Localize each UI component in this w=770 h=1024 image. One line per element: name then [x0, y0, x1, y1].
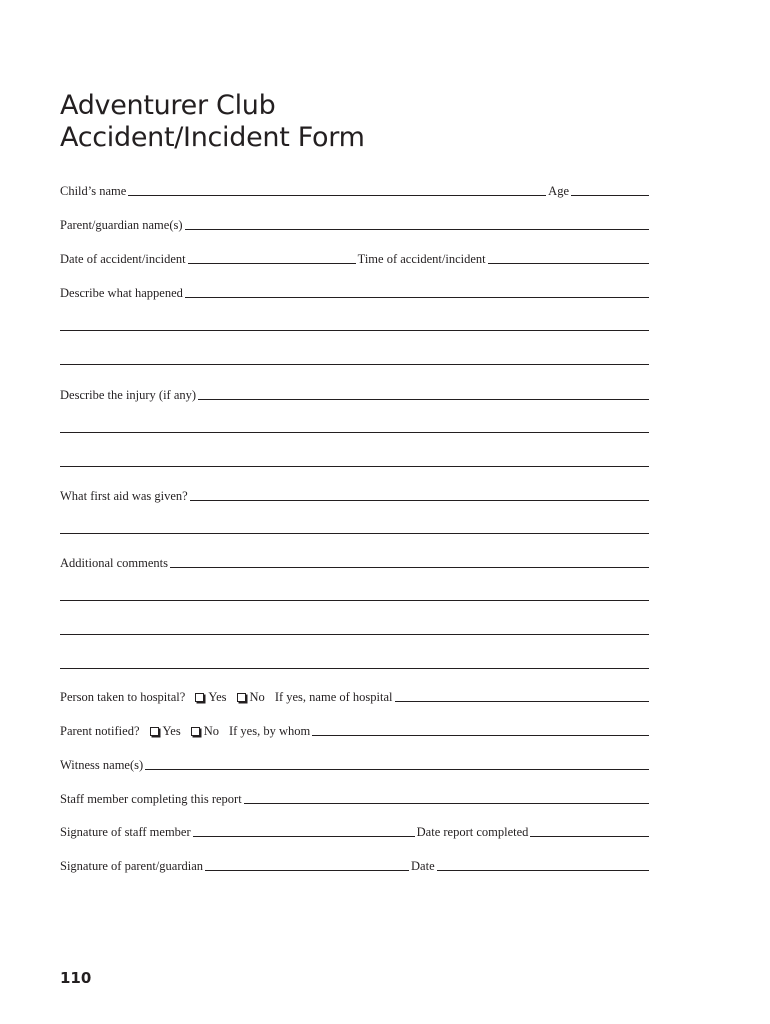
hospital-yes-label: Yes [208, 690, 227, 704]
witness-field[interactable] [145, 769, 649, 770]
age-label: Age [548, 184, 569, 198]
notified-no-checkbox[interactable] [191, 727, 200, 736]
witness-label: Witness name(s) [60, 758, 144, 772]
notified-by-field[interactable] [312, 735, 649, 736]
describe-injury-field[interactable] [198, 399, 649, 400]
child-name-row [60, 180, 649, 198]
additional-comments-line-3[interactable] [60, 634, 649, 635]
parent-signature-row [60, 855, 649, 873]
staff-signature-label: Signature of staff member [60, 825, 191, 839]
hospital-name-label: If yes, name of hospital [274, 690, 393, 704]
form-title [60, 90, 365, 154]
date-completed-label: Date report completed [416, 825, 529, 839]
hospital-no-label: No [249, 690, 265, 704]
parent-names-field[interactable] [185, 229, 649, 230]
age-field[interactable] [571, 195, 649, 196]
hospital-name-field[interactable] [395, 701, 650, 702]
notified-yes-checkbox[interactable] [150, 727, 159, 736]
describe-happened-line-3[interactable] [60, 364, 649, 365]
describe-injury-row [60, 384, 649, 402]
staff-member-field[interactable] [244, 803, 649, 804]
describe-happened-label: Describe what happened [60, 286, 183, 300]
date-completed-field[interactable] [530, 836, 649, 837]
staff-member-row [60, 788, 649, 806]
staff-member-label: Staff member completing this report [60, 792, 242, 806]
hospital-yes-checkbox[interactable] [195, 693, 204, 702]
describe-injury-line-2[interactable] [60, 432, 649, 433]
title-line-1: Adventurer Club [60, 90, 276, 121]
additional-comments-field[interactable] [170, 567, 649, 568]
first-aid-field[interactable] [190, 500, 649, 501]
title-line-2: Accident/Incident Form [60, 122, 365, 153]
time-incident-label: Time of accident/incident [357, 252, 486, 266]
date-field[interactable] [437, 870, 649, 871]
notified-yes-option[interactable] [140, 724, 181, 738]
child-name-label: Child’s name [60, 184, 127, 198]
hospital-no-checkbox[interactable] [237, 693, 246, 702]
date-incident-field[interactable] [188, 263, 356, 264]
first-aid-line-2[interactable] [60, 533, 649, 534]
hospital-no-option[interactable] [227, 690, 265, 704]
parent-names-row [60, 214, 649, 232]
time-incident-field[interactable] [488, 263, 649, 264]
describe-happened-line-2[interactable] [60, 330, 649, 331]
notified-no-option[interactable] [181, 724, 219, 738]
parent-notified-row [60, 720, 649, 738]
notified-by-label: If yes, by whom [228, 724, 311, 738]
date-label: Date [411, 859, 435, 873]
staff-signature-field[interactable] [193, 836, 415, 837]
date-time-row [60, 248, 649, 266]
hospital-yes-option[interactable] [185, 690, 226, 704]
date-incident-label: Date of accident/incident [60, 252, 186, 266]
first-aid-label: What first aid was given? [60, 489, 188, 503]
additional-comments-line-4[interactable] [60, 668, 649, 669]
notified-no-label: No [203, 724, 219, 738]
first-aid-row [60, 485, 649, 503]
parent-notified-label: Parent notified? [60, 724, 140, 738]
hospital-question-label: Person taken to hospital? [60, 690, 186, 704]
witness-row [60, 754, 649, 772]
describe-injury-line-3[interactable] [60, 466, 649, 467]
describe-injury-label: Describe the injury (if any) [60, 388, 197, 402]
hospital-row [60, 686, 649, 704]
additional-comments-row [60, 552, 649, 570]
parent-signature-field[interactable] [205, 870, 409, 871]
parent-names-label: Parent/guardian name(s) [60, 218, 183, 232]
parent-signature-label: Signature of parent/guardian [60, 859, 204, 873]
page-number: 110 [60, 969, 92, 987]
additional-comments-label: Additional comments [60, 556, 168, 570]
child-name-field[interactable] [128, 195, 546, 196]
staff-signature-row [60, 821, 649, 839]
describe-happened-row [60, 282, 649, 300]
describe-happened-field[interactable] [185, 297, 649, 298]
additional-comments-line-2[interactable] [60, 600, 649, 601]
notified-yes-label: Yes [162, 724, 181, 738]
